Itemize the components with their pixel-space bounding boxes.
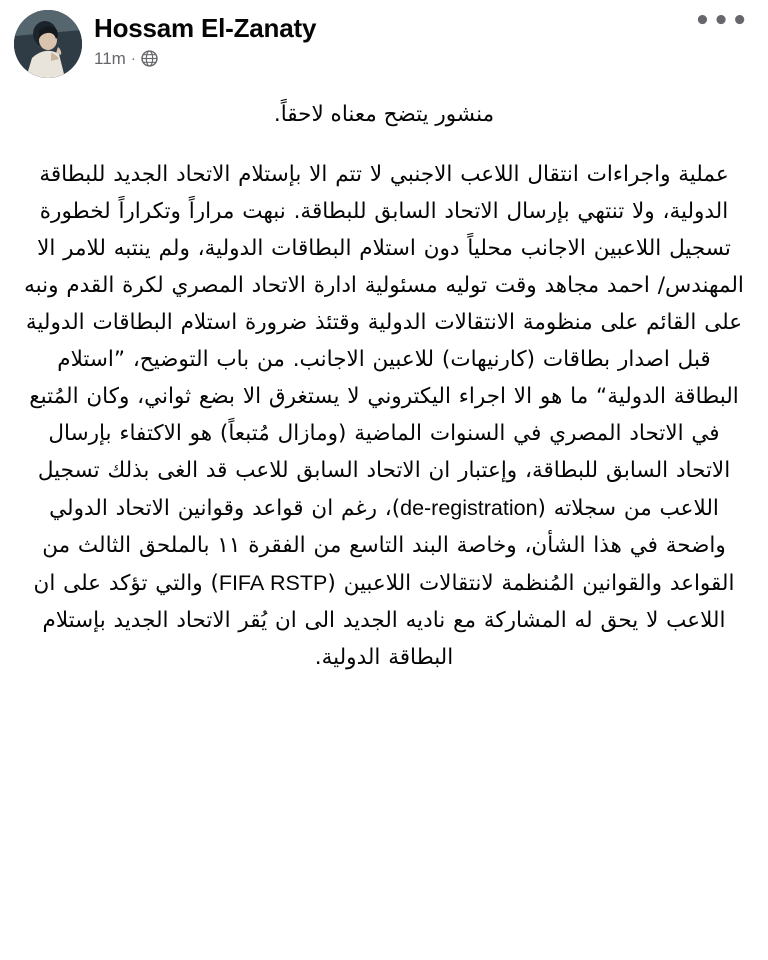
post-header [0,0,768,80]
post-text-part-1: عملية واجراءات انتقال اللاعب الاجنبي لا تتم الا بإستلام الاتحاد الجديد للبطاقة الدولية، ولا تنتهي بإرسال الاتحاد السابق للبطاقة. نبهت مراراً وتكراراً لخطورة تسجيل اللاعبين الاجانب محلياً دون استلام البطاقات الدولية، ولم ينتبه للامر الا المهندس/ احمد مجاهد وقت توليه مسئولية ادارة الاتحاد المصري لكرة القدم ونبه على القائم على منظومة الانتقالات الدولية وقتئذ ضرورة استلام البطاقات الدولية قبل اصدار بطاقات (كارنيهات) للاعبين الاجانب. من باب التوضيح، ”استلام البطاقة الدولية“ ما هو الا اجراء اليكتروني لا يستغرق الا بضع ثواني، وكان المُتبع في الاتحاد المصري في السنوات الماضية (ومازال مُتبعاً) هو الاكتفاء بإرسال الاتحاد السابق للبطاقة، وإعتبار ان الاتحاد السابق للاعب قد الغى بذلك تسجيل اللاعب من سجلاته ( [24,162,744,522]
post-text-part-2: )، رغم ان قواعد وقوانين الاتحاد الدولي واضحة في هذا الشأن، وخاصة البند التاسع من الفقرة ١١ بالملحق الثالث من القواعد والقوانين المُنظمة لانتقالات اللاعبين ( [42,496,735,596]
term-fifa-rstp: FIFA RSTP [218,570,328,595]
post-lead-line: منشور يتضح معناه لاحقاً. [273,102,495,127]
avatar[interactable] [14,10,82,78]
post-body [0,80,768,687]
term-deregistration: de-registration [400,496,538,521]
post-text-part-3: ) والتي تؤكد على ان اللاعب لا يحق له المشاركة مع ناديه الجديد الى ان يُقر الاتحاد الجديد بإستلام البطاقة الدولية. [33,570,726,670]
author-name[interactable]: Hossam El-Zanaty [94,13,317,43]
meta-separator: · [130,50,136,68]
post-main-text [22,157,746,677]
globe-icon[interactable] [141,50,158,67]
post-author-block [94,10,316,69]
post-timestamp[interactable]: 11m [94,48,126,68]
more-options-icon[interactable]: ••• [694,6,750,36]
post-meta [94,49,316,69]
